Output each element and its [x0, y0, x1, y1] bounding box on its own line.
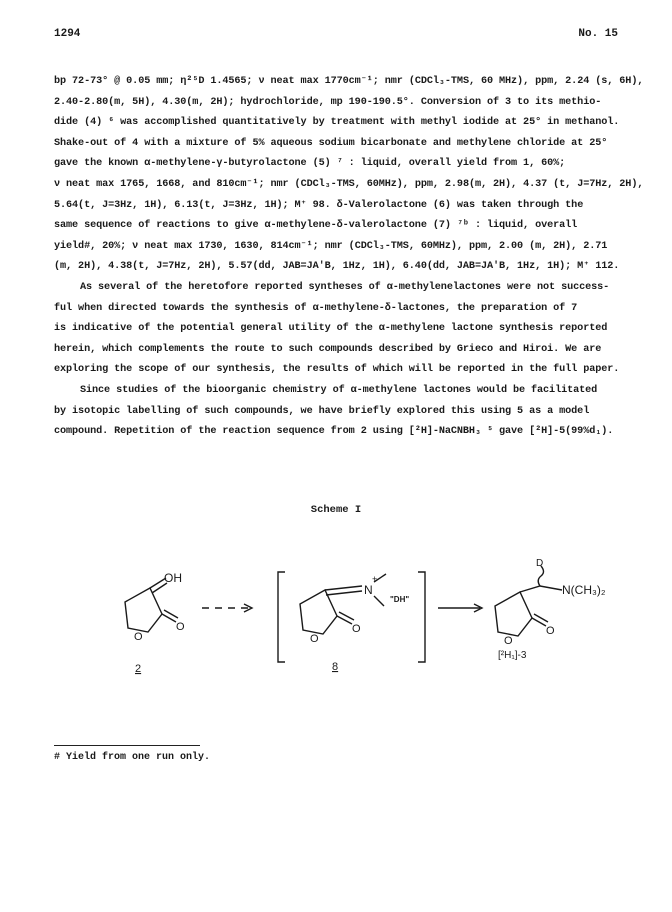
- body-line: yield#, 20%; ν neat max 1730, 1630, 814cm⁻¹; nmr (CDCl₃-TMS, 60MHz), ppm, 2.00 (m, 2H), 2.71: [54, 240, 608, 252]
- footnote-rule: [54, 745, 200, 746]
- deuterium-label: D: [536, 558, 544, 569]
- footnote: # Yield from one run only.: [54, 752, 211, 763]
- body-line: herein, which complements the route to such compounds described by Grieco and Hiroi. We are: [54, 343, 602, 355]
- body-text: [54, 72, 644, 443]
- body-line: bp 72-73° @ 0.05 mm; η²⁵D 1.4565; ν neat max 1770cm⁻¹; nmr (CDCl₃-TMS, 60 MHz), ppm, 2.24 (s, 6H),: [54, 76, 644, 87]
- body-line: dide (4) ⁶ was accomplished quantitatively by treatment with methyl iodide at 25° in methanol.: [54, 117, 620, 129]
- compound-8-label: 8: [332, 661, 339, 673]
- ring-bond-8: [300, 590, 337, 634]
- scheme-title: Scheme I: [310, 504, 362, 516]
- bracket-right: [418, 572, 425, 662]
- body-line: same sequence of reactions to give α-methylene-δ-valerolactone (7) ⁷ᵇ : liquid, overall: [54, 220, 578, 232]
- body-line: gave the known α-methylene-γ-butyrolactone (5) ⁷ : liquid, overall yield from 1, 60%;: [54, 158, 566, 170]
- ring-oxygen-8: O: [310, 633, 319, 645]
- body-line: 2.40-2.80(m, 5H), 4.30(m, 2H); hydrochloride, mp 190-190.5°. Conversion of 3 to its methio-: [54, 96, 602, 108]
- ring-oxygen-3: O: [504, 635, 513, 647]
- n-plus-label: N: [364, 583, 373, 597]
- body-line: 5.64(t, J=3Hz, 1H), 6.13(t, J=3Hz, 1H); M⁺ 98. δ-Valerolactone (6) was taken through the: [54, 199, 584, 211]
- carbonyl-oxygen-2: O: [176, 621, 185, 633]
- body-line: ν neat max 1765, 1668, and 810cm⁻¹; nmr (CDCl₃-TMS, 60MHz), ppm, 2.98(m, 2H), 4.37 (t, J=7Hz, 2H),: [54, 178, 644, 190]
- body-line: Shake-out of 4 with a mixture of 5% aqueous sodium bicarbonate and methylene chloride at 25°: [54, 137, 608, 149]
- oh-label: OH: [164, 571, 182, 585]
- carbonyl-oxygen-3: O: [546, 625, 555, 637]
- ring-oxygen-2: O: [134, 631, 143, 643]
- page-number: 1294: [54, 28, 81, 40]
- reagent-label: "DH": [390, 595, 410, 604]
- wavy-bond: [538, 566, 543, 586]
- body-line: As several of the heretofore reported syntheses of α-methylenelactones were not success-: [80, 281, 610, 293]
- body-line: ful when directed towards the synthesis of α-methylene-δ-lactones, the preparation of 7: [54, 302, 578, 314]
- ring-bond-3: [495, 592, 532, 636]
- ring-bond-2: [125, 588, 162, 632]
- body-line: is indicative of the potential general utility of the α-methylene lactone synthesis reported: [54, 323, 608, 335]
- nme2-label: N(CH₃)₂: [562, 583, 606, 597]
- body-line: Since studies of the bioorganic chemistry of α-methylene lactones would be facilitated: [80, 384, 598, 396]
- body-line: by isotopic labelling of such compounds, we have briefly explored this using 5 as a model: [54, 405, 590, 417]
- journal-issue: No. 15: [578, 28, 618, 40]
- exo-double-bond-8: [325, 586, 362, 595]
- side-chain: [520, 586, 562, 592]
- reaction-scheme: [100, 558, 606, 700]
- body-line: (m, 2H), 4.38(t, J=7Hz, 2H), 5.57(dd, JAB=JA'B, 1Hz, 1H), 6.40(dd, JAB=JA'B, 1Hz, 1H); M⁺ 112.: [54, 261, 620, 273]
- compound-2-label: 2: [135, 663, 142, 675]
- bracket-left: [278, 572, 285, 662]
- n-plus-charge: +: [372, 574, 378, 584]
- body-line: exploring the scope of our synthesis, the results of which will be reported in the full paper.: [54, 364, 620, 376]
- carbonyl-oxygen-8: O: [352, 623, 361, 635]
- body-line: compound. Repetition of the reaction sequence from 2 using [²H]-NaCNBH₃ ⁵ gave [²H]-5(99%d₁).: [54, 426, 614, 438]
- compound-3-label: [²H₁]-3: [498, 650, 527, 661]
